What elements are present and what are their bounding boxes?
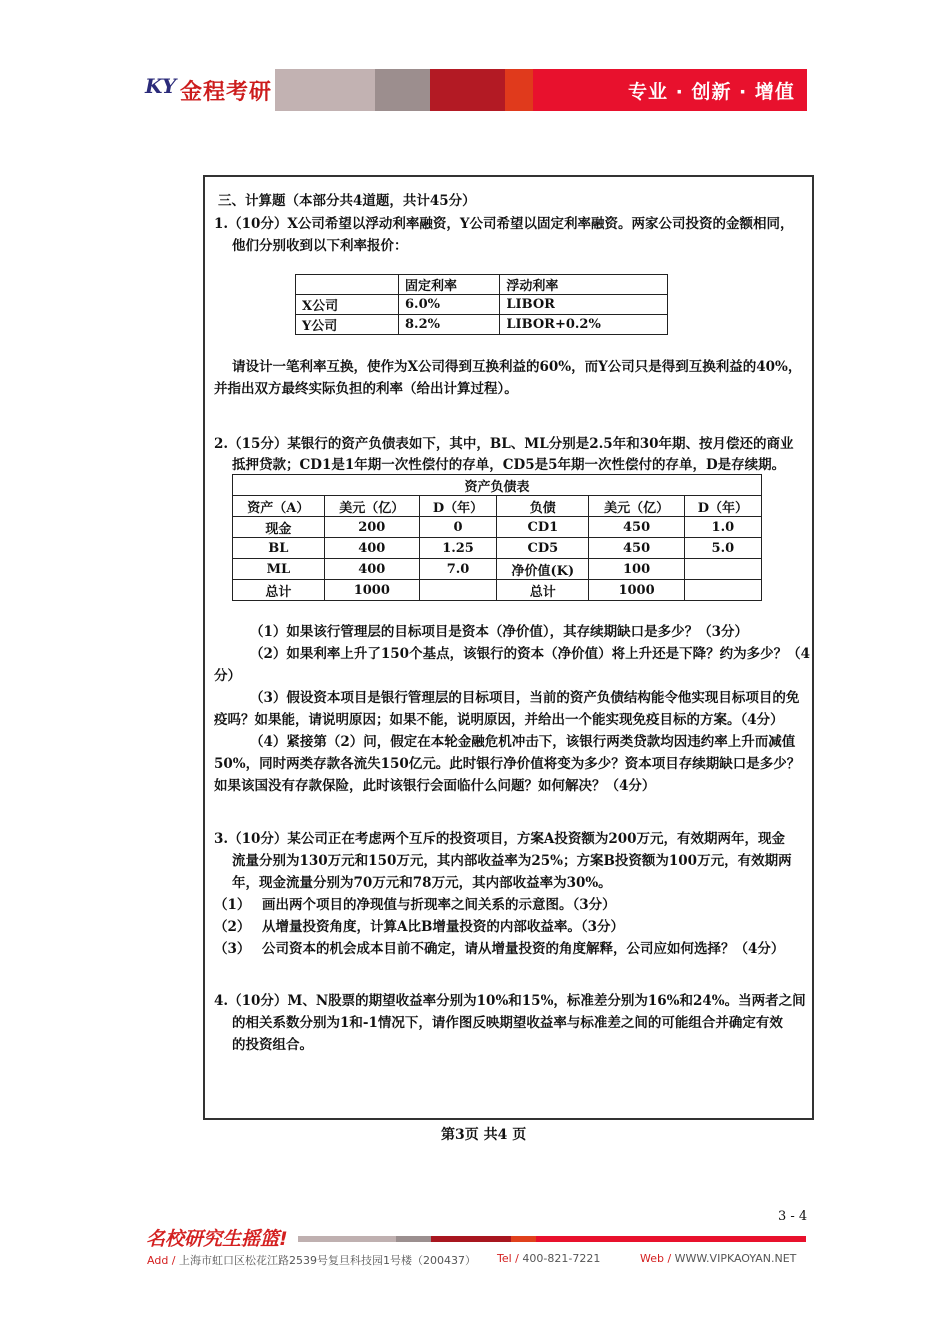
table-row [233,559,762,580]
table-cell: 8.2% [399,315,500,335]
table-title: 资产负债表 [233,475,762,496]
q3-subitem: 公司资本的机会成本目前不确定，请从增量投资的角度解释，公司应如何选择？（4分） [262,941,785,957]
table-cell: CD5 [497,538,589,559]
table-cell: 450 [589,517,684,538]
web-link[interactable]: WWW.VIPKAOYAN.NET [671,1252,797,1265]
table-row [233,538,762,559]
footer-bar-segment [298,1236,396,1242]
table-cell: 200 [324,517,419,538]
q1-line: 请设计一笔利率互换，使作为X公司得到互换利益的60%，而Y公司只是得到互换利益的40%， [232,359,802,375]
q2-line: 抵押贷款；CD1是1年期一次性偿付的存单，CD5是5年期一次性偿付的存单，D是存续期。 [232,457,786,473]
footer-bar-segment [511,1236,536,1242]
table-cell: D（年） [684,496,761,517]
q2-part: 如果该国没有存款保险，此时该银行会面临什么问题？如何解决？（4分） [214,778,656,794]
address-label: Add / [147,1254,176,1267]
table-cell [684,580,761,601]
table-cell: 1000 [589,580,684,601]
q1-line: 1.（10分）X公司希望以浮动利率融资，Y公司希望以固定利率融资。两家公司投资的金额相同， [214,216,794,232]
q3-subitem-number: （3） [214,941,251,957]
table-cell: 1000 [324,580,419,601]
table-cell: Y公司 [296,315,399,335]
table-cell [419,580,496,601]
footer-website[interactable] [640,1252,796,1265]
table-cell: 净价值(K) [497,559,589,580]
q2-part: 50%，同时两类存款各流失150亿元。此时银行净价值将变为多少？资本项目存续期缺口是多少？ [214,756,801,772]
section-title: 三、计算题（本部分共4道题，共计45分） [218,193,476,209]
q4-line: 的投资组合。 [232,1037,313,1053]
address-text: 上海市虹口区松花江路2539号复旦科技园1号楼（200437） [175,1254,476,1267]
rate-quote-table [295,274,668,335]
q3-line: 年，现金流量分别为70万元和78万元，其内部收益率为30%。 [232,875,612,891]
footer-bar-segment [431,1236,511,1242]
table-cell: 美元（亿） [589,496,684,517]
table-cell: LIBOR+0.2% [500,315,668,335]
table-cell [684,559,761,580]
q3-line: 3.（10分）某公司正在考虑两个互斥的投资项目，方案A投资额为200万元，有效期两年，现金 [214,831,786,847]
table-cell [296,275,399,295]
table-cell: CD1 [497,517,589,538]
table-cell: 美元（亿） [324,496,419,517]
table-row [233,517,762,538]
footer-bar-segment [536,1236,806,1242]
table-row [233,580,762,601]
header-slogan: 专业 · 创新 · 增值 [628,81,795,103]
table-cell: BL [233,538,325,559]
q2-part: （1）如果该行管理层的目标项目是资本（净价值），其存续期缺口是多少？（3分） [250,624,749,640]
footer-phone [497,1252,600,1265]
table-cell: 400 [324,559,419,580]
header-bar-segment [430,69,505,111]
table-cell: 0 [419,517,496,538]
header-bar-segment [505,69,533,111]
q4-line: 的相关系数分别为1和-1情况下，请作图反映期望收益率与标准差之间的可能组合并确定有效 [232,1015,783,1031]
q3-subitem: 画出两个项目的净现值与折现率之间关系的示意图。（3分） [262,897,616,913]
table-cell: 1.0 [684,517,761,538]
q2-part: （4）紧接第（2）问，假定在本轮金融危机冲击下，该银行两类贷款均因违约率上升而减值 [250,734,796,750]
q2-part: （3）假设资本项目是银行管理层的目标项目，当前的资产负债结构能令他实现目标项目的免 [250,690,800,706]
header-bar-segment [375,69,430,111]
q4-line: 4.（10分）M、N股票的期望收益率分别为10%和15%，标准差分别为16%和24%。当两者之间 [214,993,806,1009]
page-count: 3 - 4 [778,1209,808,1224]
table-cell: D（年） [419,496,496,517]
logo-text: 金程考研 [180,80,273,105]
table-cell: 6.0% [399,295,500,315]
q3-line: 流量分别为130万元和150万元，其内部收益率为25%；方案B投资额为100万元，有效期两 [232,853,792,869]
table-cell: 7.0 [419,559,496,580]
tel-label: Tel / [497,1252,519,1265]
table-cell: 400 [324,538,419,559]
page-header [0,0,950,120]
q3-subitem-number: （2） [214,919,251,935]
table-cell: ML [233,559,325,580]
table-cell: 现金 [233,517,325,538]
table-cell: 负债 [497,496,589,517]
balance-sheet-table [232,474,762,601]
table-cell: 5.0 [684,538,761,559]
q2-part: （2）如果利率上升了150个基点，该银行的资本（净价值）将上升还是下降？约为多少？（4 [250,646,810,662]
table-cell: 100 [589,559,684,580]
table-cell: 总计 [497,580,589,601]
table-cell: LIBOR [500,295,668,315]
table-row [296,315,668,335]
q3-subitem-number: （1） [214,897,251,913]
table-cell: 固定利率 [399,275,500,295]
q1-line: 并指出双方最终实际负担的利率（给出计算过程）。 [214,381,518,397]
table-cell: 浮动利率 [500,275,668,295]
q2-part: 疫吗？如果能，请说明原因；如果不能，说明原因，并给出一个能实现免疫目标的方案。（4分） [214,712,784,728]
table-cell: 1.25 [419,538,496,559]
table-cell: 资产（A） [233,496,325,517]
table-row [296,295,668,315]
header-bar-segment [275,69,375,111]
q2-part: 分） [214,668,241,684]
footer-slogan: 名校研究生摇篮! [146,1228,288,1250]
table-cell: 450 [589,538,684,559]
table-row [296,275,668,295]
table-row [233,475,762,496]
footer-bar-segment [396,1236,431,1242]
footer-address [147,1252,476,1268]
table-cell: 总计 [233,580,325,601]
table-row [233,496,762,517]
table-cell: X公司 [296,295,399,315]
logo-mark: KY [145,74,177,98]
web-label: Web / [640,1252,672,1265]
q2-line: 2.（15分）某银行的资产负债表如下，其中，BL、ML分别是2.5年和30年期、按月偿还的商业 [214,436,794,452]
tel-text: 400-821-7221 [518,1252,601,1265]
q3-subitem: 从增量投资角度，计算A比B增量投资的内部收益率。（3分） [262,919,625,935]
q1-line: 他们分别收到以下利率报价： [232,238,408,254]
document-page-number: 第3页 共4 页 [441,1127,527,1143]
